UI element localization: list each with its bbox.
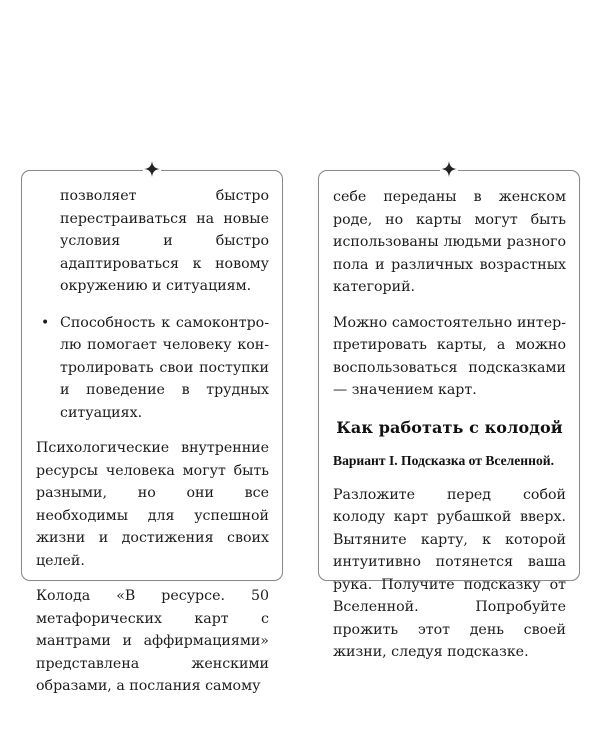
star-ornament-icon [143, 160, 161, 178]
section-heading: Как работать с колодой [336, 417, 563, 437]
star-ornament-icon [440, 160, 458, 178]
left-card-page [21, 170, 283, 694]
resources-paragraph: Психологические внутренние ресурсы человека могут быть разными, но они все необходимы для успешной жизни и достижения своих целей. [36, 440, 269, 569]
variant-title: Вариант I. Подсказка от Вселенной. [333, 452, 554, 468]
interpret-paragraph: Можно самостоятельно интерпретировать карты, а можно воспользоваться подсказками — значением карт. [333, 314, 566, 398]
right-continuation-text: себе переданы в женском роде, но карты могут быть использованы людьми разного пола и различных возрастных категорий. [333, 189, 566, 295]
variant-paragraph: Разложите перед собой колоду карт рубашкой вверх. Вытяните карту, к которой интуитивно потянется ваша рука. Получите подсказку от Вселенной. Попробуйте прожить этот день своей жизни, следуя подсказке. [333, 486, 566, 660]
left-continuation-text: позволяет быстро перестраиваться на новые условия и быстро адаптироваться к новому окружению и ситуациям. [60, 188, 269, 294]
deck-paragraph: Колода «В ресурсе. 50 метафорических карт с мантрами и аффирмациями» представлена женскими образами, а послания самому [36, 588, 269, 694]
bullet-item [36, 312, 269, 425]
left-page-content [36, 185, 269, 698]
right-card-page [318, 170, 580, 660]
bullet-dot: • [41, 314, 50, 331]
right-page-content [333, 186, 566, 664]
bullet-text: Способность к самоконтролю помогает человеку контролировать свои поступки и поведение в трудных ситуациях. [60, 314, 269, 421]
